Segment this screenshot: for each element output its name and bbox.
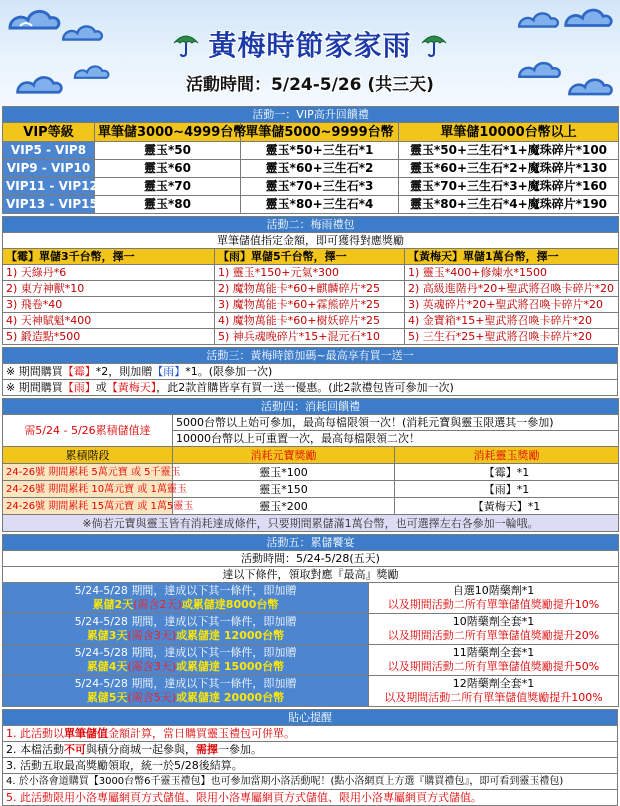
reward-cell: 靈玉*80+三生石*4	[241, 196, 399, 214]
table-row	[3, 464, 619, 481]
package-header: 【霉】單儲3千台幣，擇一	[3, 249, 215, 265]
reward-cell: 自選10階藥劑*1 以及期間活動二所有單筆儲值獎勵提升10%	[369, 583, 619, 614]
table-row	[3, 313, 619, 329]
tips-table	[2, 709, 618, 806]
column-header: 消耗靈玉獎勵	[395, 447, 619, 464]
section-title: 活動一：VIP高升回饋禮	[3, 107, 619, 123]
condition-cell: 5/24-5/28 期間，達成以下其一條件，即加贈 累儲4天(需含3天)或累儲達 15000台幣	[3, 645, 369, 676]
reward-cell: 靈玉*80+三生石*4+魔珠碎片*190	[399, 196, 619, 214]
section-subtitle: 單筆儲值指定金額，即可獲得對應獎勵	[3, 233, 619, 249]
event-time: 活動時間：5/24-5/28(五天)	[3, 551, 619, 567]
tip-line: 4. 於小洛會道購買【3000台幣6千靈玉禮包】也可參加當期小洛活動呢！(點小洛網頁上方選『購買禮包』，即可看到靈玉禮包)	[3, 774, 618, 790]
tip-line: 2. 本檔活動不可與積分商城一起參與，需擇一參加。	[3, 742, 618, 758]
page-title: 黃梅時節家家雨	[208, 29, 412, 62]
reward-cell: 12階藥劑全套*1 以及期間活動二所有單筆儲值獎勵提升100%	[369, 676, 619, 707]
rule-line: 5000台幣以上始可參加，最高每檔限領一次！(消耗元寶與靈玉限選其一參加)	[173, 415, 619, 431]
condition-cell: 5/24-5/28 期間，達成以下其一條件，即加贈 累儲2天(需含2天)或累儲達8000台幣	[3, 583, 369, 614]
list-item: 5) 神兵魂晚碎片*15+混元石*10	[215, 329, 405, 345]
table-row	[3, 281, 619, 297]
condition-line: 達以下條件，領取對應『最高』獎勵	[3, 567, 619, 583]
plum-rain-table	[2, 216, 619, 345]
reward-cell: 靈玉*60+三生石*2+魔珠碎片*130	[399, 160, 619, 178]
reward-cell: 靈玉*50	[95, 142, 241, 160]
requirement-label: 需5/24 - 5/26累積儲值達	[3, 415, 173, 447]
note-line: ※ 期間購買【霉】*2，則加贈【雨】*1。(限參加一次)	[3, 364, 618, 380]
section-title: 貼心提醒	[3, 710, 618, 726]
tip-line: 1. 此活動以單筆儲值金額計算，當日購買靈玉禮包可併單。	[3, 726, 618, 742]
umbrella-icon	[173, 31, 199, 57]
reward-cell: 靈玉*50+三生石*1	[241, 142, 399, 160]
note-line: ※ 期間購買【雨】或【黃梅天】，此2款首購皆享有買一送一優惠。(此2款禮包皆可參加一次)	[3, 380, 618, 396]
table-row	[3, 329, 619, 345]
column-header: 單筆儲10000台幣以上	[399, 123, 619, 142]
table-row	[3, 196, 619, 214]
reward-cell: 靈玉*70	[95, 178, 241, 196]
table-row	[3, 498, 619, 515]
stage-cell: 24-26號 期間累耗 10萬元寶 或 1萬靈玉	[3, 481, 173, 498]
reward-cell: 靈玉*60	[95, 160, 241, 178]
tip-line: 5. 此活動限用小洛專屬網頁方式儲值、限用小洛專屬網頁方式儲值、限用小洛專屬網頁方式儲值。	[3, 790, 618, 806]
reward-cell: 靈玉*60+三生石*2	[241, 160, 399, 178]
event-period: 活動時間：5/24-5/26 (共三天)	[186, 75, 434, 95]
list-item: 4) 天神賦魁*400	[3, 313, 215, 329]
reward-cell: 10階藥劑全套*1 以及期間活動二所有單筆儲值獎勵提升20%	[369, 614, 619, 645]
list-item: 2) 東方神獸*10	[3, 281, 215, 297]
table-row	[3, 160, 619, 178]
table-row	[3, 676, 619, 707]
reward-cell: 【霉】*1	[395, 464, 619, 481]
list-item: 5) 鍛造點*500	[3, 329, 215, 345]
table-row	[3, 645, 619, 676]
column-header: 累積階段	[3, 447, 173, 464]
condition-cell: 5/24-5/28 期間，達成以下其一條件，即加贈 累儲3天(需含3天)或累儲達 12000台幣	[3, 614, 369, 645]
vip-level: VIP13 - VIP15	[3, 196, 95, 214]
reward-cell: 靈玉*80	[95, 196, 241, 214]
reward-cell: 靈玉*70+三生石*3+魔珠碎片*160	[399, 178, 619, 196]
reward-cell: 【黃梅天】*1	[395, 498, 619, 515]
list-item: 3) 魔物萬能卡*60+霖熊碎片*25	[215, 297, 405, 313]
list-item: 4) 金寶箱*15+聖武將召喚卡碎片*20	[405, 313, 619, 329]
tip-line: 3. 活動五取最高獎勵領取，統一於5/28後結算。	[3, 758, 618, 774]
section-title: 活動三：黃梅時節加碼~最高享有買一送一	[3, 348, 618, 364]
table-row	[3, 583, 619, 614]
bonus-table	[2, 347, 618, 396]
list-item: 1) 靈玉*150+元氣*300	[215, 265, 405, 281]
column-header: VIP等級	[3, 123, 95, 142]
reward-cell: 靈玉*70+三生石*3	[241, 178, 399, 196]
vip-level: VIP9 - VIP10	[3, 160, 95, 178]
section-title: 活動四：消耗回饋禮	[3, 399, 619, 415]
list-item: 1) 靈玉*400+修煉水*1500	[405, 265, 619, 281]
package-header: 【雨】單儲5千台幣，擇一	[215, 249, 405, 265]
table-row	[3, 142, 619, 160]
reward-cell: 靈玉*50+三生石*1+魔珠碎片*100	[399, 142, 619, 160]
cumulative-table	[2, 534, 619, 707]
package-header: 【黃梅天】單儲1萬台幣，擇一	[405, 249, 619, 265]
rule-line: 10000台幣以上可重置一次，最高每檔限領二次！	[173, 431, 619, 447]
table-row	[3, 297, 619, 313]
reward-cell: 靈玉*150	[173, 481, 395, 498]
list-item: 2) 魔物萬能卡*60+麒麟碎片*25	[215, 281, 405, 297]
vip-level: VIP11 - VIP12	[3, 178, 95, 196]
list-item: 3) 飛卷*40	[3, 297, 215, 313]
header-banner	[0, 0, 620, 106]
list-item: 4) 魔物萬能卡*60+樹妖碎片*25	[215, 313, 405, 329]
column-header: 單筆儲3000~4999台幣	[95, 123, 241, 142]
list-item: 2) 高級進階丹*20+聖武將召喚卡碎片*20	[405, 281, 619, 297]
vip-level: VIP5 - VIP8	[3, 142, 95, 160]
list-item: 5) 三生石*25+聖武將召喚卡碎片*20	[405, 329, 619, 345]
vip-table	[2, 106, 619, 214]
list-item: 3) 英魂碎片*20+聖武將召喚卡碎片*20	[405, 297, 619, 313]
table-row	[3, 178, 619, 196]
table-row	[3, 481, 619, 498]
column-header: 消耗元寶獎勵	[173, 447, 395, 464]
reward-cell: 【雨】*1	[395, 481, 619, 498]
stage-cell: 24-26號 期間累耗 15萬元寶 或 1萬5靈玉	[3, 498, 173, 515]
umbrella-icon	[421, 31, 447, 57]
consumption-table	[2, 398, 619, 532]
section-title: 活動五：累儲饗宴	[3, 535, 619, 551]
reward-cell: 11階藥劑全套*1 以及期間活動二所有單筆儲值獎勵提升50%	[369, 645, 619, 676]
condition-cell: 5/24-5/28 期間，達成以下其一條件，即加贈 累儲5天(需含5天)或累儲達 20000台幣	[3, 676, 369, 707]
table-row	[3, 614, 619, 645]
section-title: 活動二：梅雨禮包	[3, 217, 619, 233]
reward-cell: 靈玉*200	[173, 498, 395, 515]
footnote: ※倘若元寶與靈玉皆有消耗達成條件，只要期間累儲滿1萬台幣，也可選擇左右各參加一輪哦。	[3, 515, 619, 532]
stage-cell: 24-26號 期間累耗 5萬元寶 或 5千靈玉	[3, 464, 173, 481]
list-item: 1) 天綠丹*6	[3, 265, 215, 281]
reward-cell: 靈玉*100	[173, 464, 395, 481]
table-row	[3, 265, 619, 281]
column-header: 單筆儲5000~9999台幣	[241, 123, 399, 142]
